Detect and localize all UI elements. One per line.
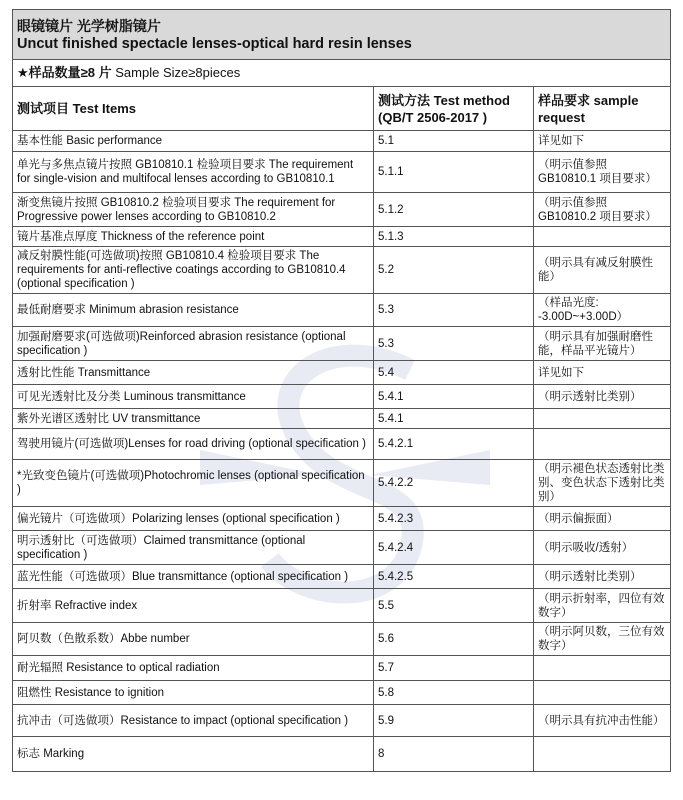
sample-request-cell — [534, 227, 671, 247]
sample-request-cell: （明示具有减反射膜性能） — [534, 247, 671, 294]
test-item-cell: 标志 Marking — [13, 737, 374, 772]
test-item-cell: 偏光镜片（可选做项）Polarizing lenses (optional specification ) — [13, 507, 374, 531]
sample-request-cell: （明示阿贝数，三位有效数字） — [534, 623, 671, 656]
method-cell: 5.8 — [374, 681, 534, 705]
header-req-zh: 样品要求 — [538, 92, 591, 108]
title-row — [13, 10, 671, 60]
table-row — [13, 247, 671, 294]
header-item-zh: 测试项目 — [17, 101, 70, 116]
method-cell: 5.4.2.5 — [374, 565, 534, 589]
sample-size-cell — [13, 60, 671, 87]
test-item-cell: 基本性能 Basic performance — [13, 131, 374, 152]
sample-request-cell — [534, 656, 671, 681]
method-cell: 5.1.1 — [374, 152, 534, 193]
header-sample-request — [534, 87, 671, 131]
sample-request-cell: （明示褪色状态透射比类别、变色状态下透射比类别） — [534, 460, 671, 507]
table-row — [13, 294, 671, 327]
sample-request-cell: （明示吸收/透射） — [534, 531, 671, 565]
test-items-sheet — [12, 9, 670, 772]
header-test-method — [374, 87, 534, 131]
table-row — [13, 531, 671, 565]
method-cell: 5.3 — [374, 327, 534, 361]
test-item-cell: 驾驶用镜片(可选做项)Lenses for road driving (optional specification ) — [13, 429, 374, 460]
test-item-cell: 折射率 Refractive index — [13, 589, 374, 623]
table-row — [13, 589, 671, 623]
test-item-cell: 蓝光性能（可选做项）Blue transmittance (optional specification ) — [13, 565, 374, 589]
table-row — [13, 737, 671, 772]
sample-request-cell: （明示偏振面） — [534, 507, 671, 531]
header-method-zh: 测试方法 — [378, 92, 431, 108]
test-item-cell: 透射比性能 Transmittance — [13, 361, 374, 385]
title-cell — [13, 10, 671, 60]
table-row — [13, 507, 671, 531]
method-cell: 5.6 — [374, 623, 534, 656]
test-item-cell: 阻燃性 Resistance to ignition — [13, 681, 374, 705]
test-item-cell: 渐变焦镜片按照 GB10810.2 检验项目要求 The requirement for Progressive power lenses according to GB10810.2 — [13, 193, 374, 227]
sample-request-cell: 详见如下 — [534, 361, 671, 385]
method-cell: 5.5 — [374, 589, 534, 623]
sample-request-cell: （明示折射率，四位有效数字） — [534, 589, 671, 623]
header-method-en: Test method — [433, 92, 510, 108]
test-item-cell: 阿贝数（色散系数）Abbe number — [13, 623, 374, 656]
test-item-cell: 单光与多焦点镜片按照 GB10810.1 检验项目要求 The requirement for single-vision and multifocal lenses according to GB10810.1 — [13, 152, 374, 193]
sample-request-cell: （明示具有加强耐磨性能，样品平光镜片） — [534, 327, 671, 361]
test-item-cell: 最低耐磨要求 Minimum abrasion resistance — [13, 294, 374, 327]
header-req-en: sample request — [538, 92, 639, 125]
method-cell: 5.4.2.1 — [374, 429, 534, 460]
table-row — [13, 460, 671, 507]
method-cell: 5.1 — [374, 131, 534, 152]
table-row — [13, 409, 671, 429]
table-row — [13, 681, 671, 705]
table-row — [13, 656, 671, 681]
table-row — [13, 361, 671, 385]
test-item-cell: 耐光辐照 Resistance to optical radiation — [13, 656, 374, 681]
test-items-table — [12, 9, 671, 772]
test-item-cell: *光致变色镜片(可选做项)Photochromic lenses (optional specification ) — [13, 460, 374, 507]
method-cell: 5.9 — [374, 705, 534, 737]
table-row — [13, 623, 671, 656]
header-row — [13, 87, 671, 131]
sample-request-cell — [534, 409, 671, 429]
sample-request-cell: （样品光度: -3.00D~+3.00D） — [534, 294, 671, 327]
table-row — [13, 429, 671, 460]
title-zh: 眼镜镜片 光学树脂镜片 — [17, 17, 161, 34]
table-row — [13, 565, 671, 589]
sample-request-cell: （明示具有抗冲击性能） — [534, 705, 671, 737]
method-cell: 5.4.2.2 — [374, 460, 534, 507]
method-cell: 5.3 — [374, 294, 534, 327]
method-cell: 5.4 — [374, 361, 534, 385]
table-row — [13, 227, 671, 247]
test-item-cell: 紫外光谱区透射比 UV transmittance — [13, 409, 374, 429]
table-row — [13, 705, 671, 737]
test-item-cell: 可见光透射比及分类 Luminous transmittance — [13, 385, 374, 409]
test-item-cell: 镜片基准点厚度 Thickness of the reference point — [13, 227, 374, 247]
method-cell: 5.1.3 — [374, 227, 534, 247]
header-test-items — [13, 87, 374, 131]
method-cell: 5.7 — [374, 656, 534, 681]
method-cell: 5.4.1 — [374, 385, 534, 409]
table-row — [13, 385, 671, 409]
method-cell: 5.4.1 — [374, 409, 534, 429]
sample-request-cell: （明示透射比类别） — [534, 565, 671, 589]
test-item-cell: 抗冲击（可选做项）Resistance to impact (optional specification ) — [13, 705, 374, 737]
method-cell: 5.1.2 — [374, 193, 534, 227]
test-item-cell: 减反射膜性能(可选做项)按照 GB10810.4 检验项目要求 The requirements for anti-reflective coatings according to GB10810.4 (optional specification ) — [13, 247, 374, 294]
sample-size-en: Sample Size≥8pieces — [115, 65, 241, 80]
sample-request-cell — [534, 429, 671, 460]
header-method-std: (QB/T 2506-2017 ) — [378, 109, 488, 125]
title-en: Uncut finished spectacle lenses-optical hard resin lenses — [17, 35, 412, 52]
method-cell: 5.4.2.4 — [374, 531, 534, 565]
header-item-en: Test Items — [72, 101, 136, 116]
test-item-cell: 明示透射比（可选做项）Claimed transmittance (optional specification ) — [13, 531, 374, 565]
sample-request-cell — [534, 737, 671, 772]
sample-request-cell: 详见如下 — [534, 131, 671, 152]
table-row — [13, 193, 671, 227]
sample-request-cell: （明示值参照 GB10810.2 项目要求） — [534, 193, 671, 227]
sample-request-cell — [534, 681, 671, 705]
table-row — [13, 152, 671, 193]
sample-request-cell: （明示值参照 GB10810.1 项目要求） — [534, 152, 671, 193]
table-row — [13, 131, 671, 152]
method-cell: 5.4.2.3 — [374, 507, 534, 531]
sample-size-zh: ★样品数量≥8 片 — [17, 65, 112, 80]
method-cell: 8 — [374, 737, 534, 772]
sample-request-cell: （明示透射比类别） — [534, 385, 671, 409]
test-item-cell: 加强耐磨要求(可选做项)Reinforced abrasion resistance (optional specification ) — [13, 327, 374, 361]
method-cell: 5.2 — [374, 247, 534, 294]
table-row — [13, 327, 671, 361]
sample-size-row — [13, 60, 671, 87]
